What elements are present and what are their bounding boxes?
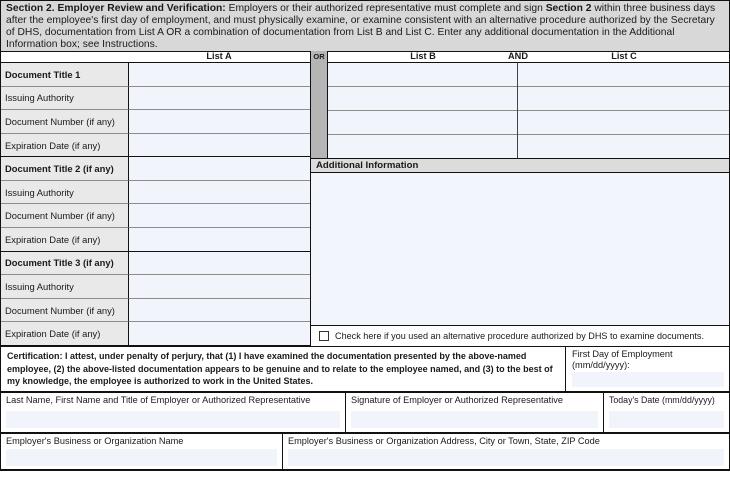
section2-title: Section 2. Employer Review and Verification: (6, 3, 229, 14)
row-label-document-title-1: Document Title 1 (0, 63, 129, 87)
alternative-procedure-label: Check here if you used an alternative procedure authorized by DHS to examine documents. (335, 331, 705, 341)
list-a-doc-number-2-field[interactable] (129, 204, 310, 228)
document-row-labels (0, 62, 129, 346)
list-c-expiration-field[interactable] (518, 135, 730, 158)
list-c-doc-number-field[interactable] (518, 111, 730, 135)
row-label-document-number-3: Document Number (if any) (0, 299, 129, 323)
row-label-issuing-authority-2: Issuing Authority (0, 181, 129, 205)
business-address-cell (282, 433, 730, 471)
list-a-issuing-authority-2-field[interactable] (129, 181, 310, 205)
list-b-expiration-field[interactable] (328, 135, 517, 158)
row-label-issuing-authority-3: Issuing Authority (0, 275, 129, 299)
list-a-fields (129, 62, 310, 346)
list-a-doc-title-3-field[interactable] (129, 252, 310, 276)
business-name-label: Employer's Business or Organization Name (6, 436, 184, 446)
employer-signature-label: Signature of Employer or Authorized Representative (351, 395, 563, 405)
section2-instructions (0, 0, 730, 52)
employer-name-title-cell (0, 392, 346, 433)
or-separator: OR (310, 51, 328, 158)
row-label-expiration-date-2: Expiration Date (if any) (0, 228, 129, 252)
and-header: AND (508, 51, 528, 61)
alternative-procedure-checkbox[interactable] (319, 331, 329, 341)
list-a-issuing-authority-1-field[interactable] (129, 87, 310, 111)
list-a-doc-title-1-field[interactable] (129, 63, 310, 87)
section2-inline-bold: Section 2 (545, 3, 592, 14)
business-address-field[interactable] (288, 449, 724, 466)
list-a-issuing-authority-3-field[interactable] (129, 275, 310, 299)
first-day-of-employment-cell (565, 346, 730, 392)
list-a-doc-title-2-field[interactable] (129, 157, 310, 181)
first-day-of-employment-field[interactable] (572, 372, 724, 387)
list-a-expiration-2-field[interactable] (129, 228, 310, 252)
list-b-issuing-authority-field[interactable] (328, 87, 517, 111)
list-a-doc-number-1-field[interactable] (129, 110, 310, 134)
row-label-document-number-2: Document Number (if any) (0, 204, 129, 228)
row-label-issuing-authority-1: Issuing Authority (0, 87, 129, 111)
list-b-doc-number-field[interactable] (328, 111, 517, 135)
list-c-fields (518, 62, 730, 158)
list-a-doc-number-3-field[interactable] (129, 299, 310, 323)
list-c-header: List C (611, 51, 637, 61)
employer-name-title-field[interactable] (6, 411, 340, 428)
business-name-field[interactable] (6, 449, 277, 466)
list-a-header: List A (206, 51, 232, 61)
list-b-doc-title-field[interactable] (328, 63, 517, 87)
row-label-expiration-date-1: Expiration Date (if any) (0, 134, 129, 158)
row-label-document-title-3: Document Title 3 (if any) (0, 252, 129, 276)
list-c-issuing-authority-field[interactable] (518, 87, 730, 111)
business-name-cell (0, 433, 283, 471)
todays-date-label: Today's Date (mm/dd/yyyy) (609, 395, 715, 405)
list-a-expiration-1-field[interactable] (129, 134, 310, 158)
section2-text-2: within three business days after the employee's first day of employment, and must physically examine, or examine consistent with an alternative procedure authorized by the Secretary of DHS, documentation from List A OR a combination of documentation from List B and List C. Enter any additional documentation in the Additional Information box; see Instructions. (6, 3, 716, 50)
employer-signature-field[interactable] (351, 411, 598, 428)
first-day-of-employment-label: First Day of Employment (mm/dd/yyyy): (572, 349, 673, 370)
list-b-header: List B (410, 51, 436, 61)
list-a-expiration-3-field[interactable] (129, 322, 310, 346)
row-label-document-title-2: Document Title 2 (if any) (0, 157, 129, 181)
additional-information-header: Additional Information (310, 158, 730, 173)
employer-signature-cell (345, 392, 604, 433)
todays-date-cell (603, 392, 730, 433)
employer-name-title-label: Last Name, First Name and Title of Employer or Authorized Representative (6, 395, 311, 405)
certification-statement: Certification: I attest, under penalty of perjury, that (1) I have examined the documentation presented by the above-named employee, (2) the above-listed documentation appears to be genuine and to relate to the employee named, and (3) to the best of my knowledge, the employee is authorized to work in the United States. (0, 346, 566, 392)
list-c-doc-title-field[interactable] (518, 63, 730, 87)
additional-information-field[interactable] (310, 173, 730, 325)
todays-date-field[interactable] (609, 411, 724, 428)
row-label-expiration-date-3: Expiration Date (if any) (0, 322, 129, 346)
list-b-fields (328, 62, 518, 158)
alternative-procedure-row (310, 325, 730, 346)
business-address-label: Employer's Business or Organization Address, City or Town, State, ZIP Code (288, 436, 600, 446)
row-label-document-number-1: Document Number (if any) (0, 110, 129, 134)
section2-text-1: Employers or their authorized representative must complete and sign (228, 3, 546, 14)
